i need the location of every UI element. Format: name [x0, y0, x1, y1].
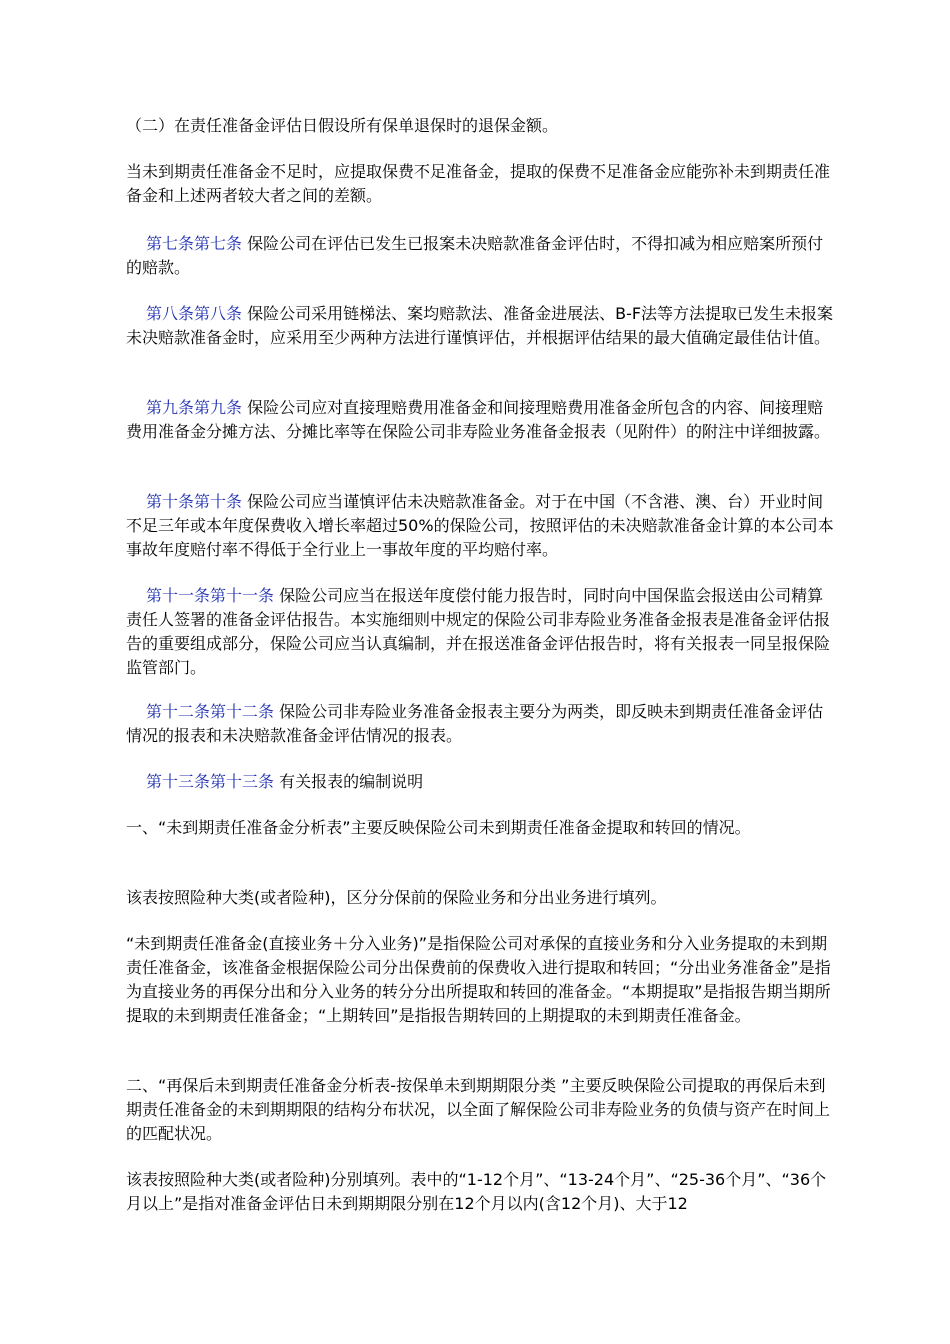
- article-12-text: 保险公司非寿险业务准备金报表主要分为两类，即反映未到期责任准备金评估情况的报表和未决赔款准备金评估情况的报表。: [126, 702, 824, 745]
- article-13-heading: 第十三条第十三条: [146, 772, 275, 791]
- paragraph-table-1-fill: 该表按照险种大类(或者险种)，区分分保前的保险业务和分出业务进行填列。: [126, 888, 667, 907]
- article-7-text: 保险公司在评估已发生已报案未决赔款准备金评估时，不得扣减为相应赔案所预付的赔款。: [126, 234, 824, 277]
- article-11-heading: 第十一条第十一条: [146, 586, 275, 605]
- article-8-text: 保险公司采用链梯法、案均赔款法、准备金进展法、B-F法等方法提取已发生未报案未决赔款准备金时，应采用至少两种方法进行谨慎评估，并根据评估结果的最大值确定最佳估计值。: [126, 304, 834, 347]
- paragraph-article-10: [126, 490, 836, 562]
- paragraph-surrender-amount: （二）在责任准备金评估日假设所有保单退保时的退保金额。: [126, 116, 559, 135]
- article-11-text: 保险公司应当在报送年度偿付能力报告时，同时向中国保监会报送由公司精算责任人签署的准备金评估报告。本实施细则中规定的保险公司非寿险业务准备金报表是准备金评估报告的重要组成部分，保险公司应当认真编制，并在报送准备金评估报告时，将有关报表一同呈报保险监管部门。: [126, 586, 831, 677]
- paragraph-article-8: [126, 302, 836, 350]
- article-10-heading: 第十条第十条: [146, 492, 243, 511]
- article-13-text: 有关报表的编制说明: [274, 772, 424, 791]
- article-9-text: 保险公司应对直接理赔费用准备金和间接理赔费用准备金所包含的内容、间接理赔费用准备金分摊方法、分摊比率等在保险公司非寿险业务准备金报表（见附件）的附注中详细披露。: [126, 398, 831, 441]
- article-8-heading: 第八条第八条: [146, 304, 243, 323]
- paragraph-article-7: [126, 232, 836, 280]
- paragraph-article-9: [126, 396, 836, 444]
- article-12-heading: 第十二条第十二条: [146, 702, 275, 721]
- article-10-text: 保险公司应当谨慎评估未决赔款准备金。对于在中国（不含港、澳、台）开业时间不足三年或本年度保费收入增长率超过50%的保险公司，按照评估的未决赔款准备金计算的本公司本事故年度赔付率不得低于全行业上一事故年度的平均赔付率。: [126, 492, 834, 559]
- paragraph-premium-deficiency: 当未到期责任准备金不足时，应提取保费不足准备金，提取的保费不足准备金应能弥补未到期责任准备金和上述两者较大者之间的差额。: [126, 162, 831, 205]
- paragraph-table-2-fill: 该表按照险种大类(或者险种)分别填列。表中的“1-12个月”、“13-24个月”、“25-36个月”、“36个月以上”是指对准备金评估日未到期期限分别在12个月以内(含12个月)、大于12: [126, 1170, 827, 1213]
- paragraph-table-1-intro: 一、“未到期责任准备金分析表”主要反映保险公司未到期责任准备金提取和转回的情况。: [126, 818, 751, 837]
- article-9-heading: 第九条第九条: [146, 398, 243, 417]
- paragraph-article-12: [126, 700, 836, 748]
- paragraph-article-13: [126, 770, 836, 794]
- paragraph-article-11: [126, 584, 836, 680]
- paragraph-table-2-intro: 二、“再保后未到期责任准备金分析表-按保单未到期期限分类 ”主要反映保险公司提取的再保后未到期责任准备金的未到期期限的结构分布状况，以全面了解保险公司非寿险业务的负债与资产在时间上的匹配状况。: [126, 1076, 831, 1143]
- paragraph-table-1-definitions: “未到期责任准备金(直接业务＋分入业务)”是指保险公司对承保的直接业务和分入业务提取的未到期责任准备金，该准备金根据保险公司分出保费前的保费收入进行提取和转回；“分出业务准备金”是指为直接业务的再保分出和分入业务的转分分出所提取和转回的准备金。“本期提取”是指报告期当期所提取的未到期责任准备金；“上期转回”是指报告期转回的上期提取的未到期责任准备金。: [126, 934, 831, 1025]
- article-7-heading: 第七条第七条: [146, 234, 243, 253]
